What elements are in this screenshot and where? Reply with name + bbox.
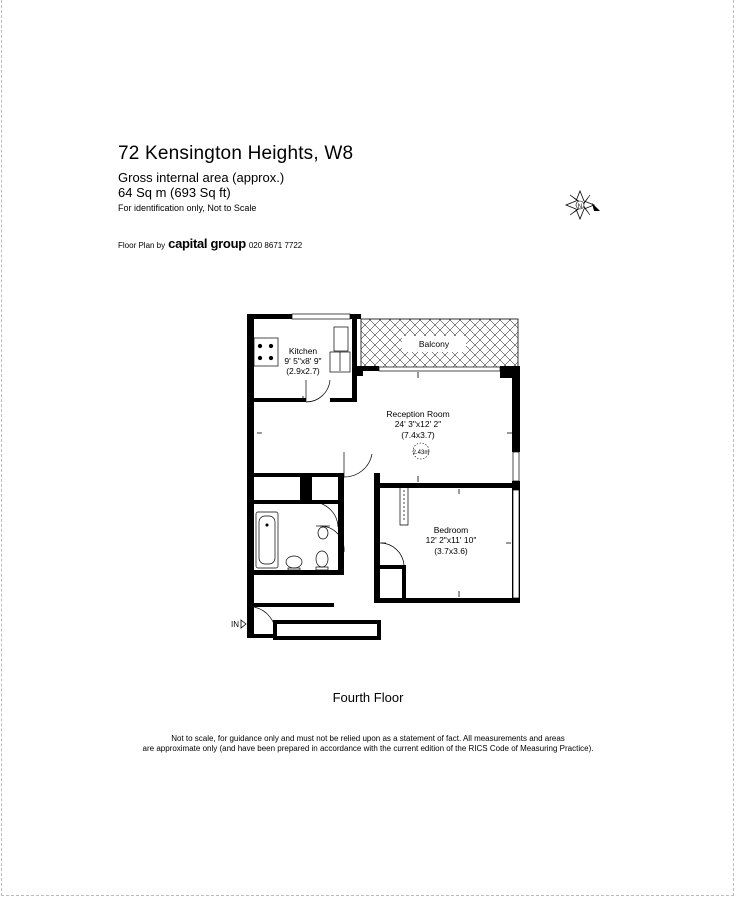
door-swings bbox=[254, 380, 408, 635]
compass-icon bbox=[558, 188, 608, 222]
reception-imperial: 24' 3"x12' 2" bbox=[394, 419, 442, 429]
entrance-arrow-icon bbox=[241, 620, 246, 628]
footer-line-2: are approximate only (and have been prepared in accordance with the current edition of the RICS Code of Measuring Practice). bbox=[142, 744, 594, 753]
kitchen-label: Kitchen bbox=[288, 346, 318, 356]
entrance-label: IN bbox=[231, 620, 239, 629]
credit-phone: 020 8671 7722 bbox=[248, 241, 303, 250]
reception-label: Reception Room bbox=[386, 409, 450, 419]
identification-note: For identification only, Not to Scale bbox=[118, 203, 257, 213]
floor-label: Fourth Floor bbox=[332, 690, 404, 705]
reception-metric: (7.4x3.7) bbox=[401, 430, 435, 440]
credit-prefix: Floor Plan by bbox=[118, 241, 166, 250]
kitchen-metric: (2.9x2.7) bbox=[286, 366, 320, 376]
floor-plan bbox=[225, 308, 530, 653]
footer-disclaimer bbox=[0, 734, 736, 754]
property-title: 72 Kensington Heights, W8 bbox=[118, 143, 354, 164]
area-caption: Gross internal area (approx.) bbox=[118, 170, 285, 185]
bedroom-label: Bedroom bbox=[433, 525, 469, 535]
bedroom-imperial: 12' 2"x11' 10" bbox=[425, 535, 477, 545]
brand-logo: capital group bbox=[168, 236, 246, 251]
area-value: 64 Sq m (693 Sq ft) bbox=[118, 185, 231, 200]
kitchen-imperial: 9' 5"x8' 9" bbox=[284, 356, 322, 366]
bathroom-fittings bbox=[256, 512, 330, 570]
ceiling-height: 2.43m bbox=[412, 450, 430, 456]
balcony-label: Balcony bbox=[418, 339, 450, 349]
bedroom-metric: (3.7x3.6) bbox=[434, 546, 468, 556]
floorplan-credit bbox=[118, 236, 302, 251]
balcony bbox=[361, 319, 518, 369]
compass-letter: N bbox=[577, 203, 583, 210]
footer-line-1: Not to scale, for guidance only and must not be relied upon as a statement of fact. All measurements and areas bbox=[171, 734, 565, 743]
